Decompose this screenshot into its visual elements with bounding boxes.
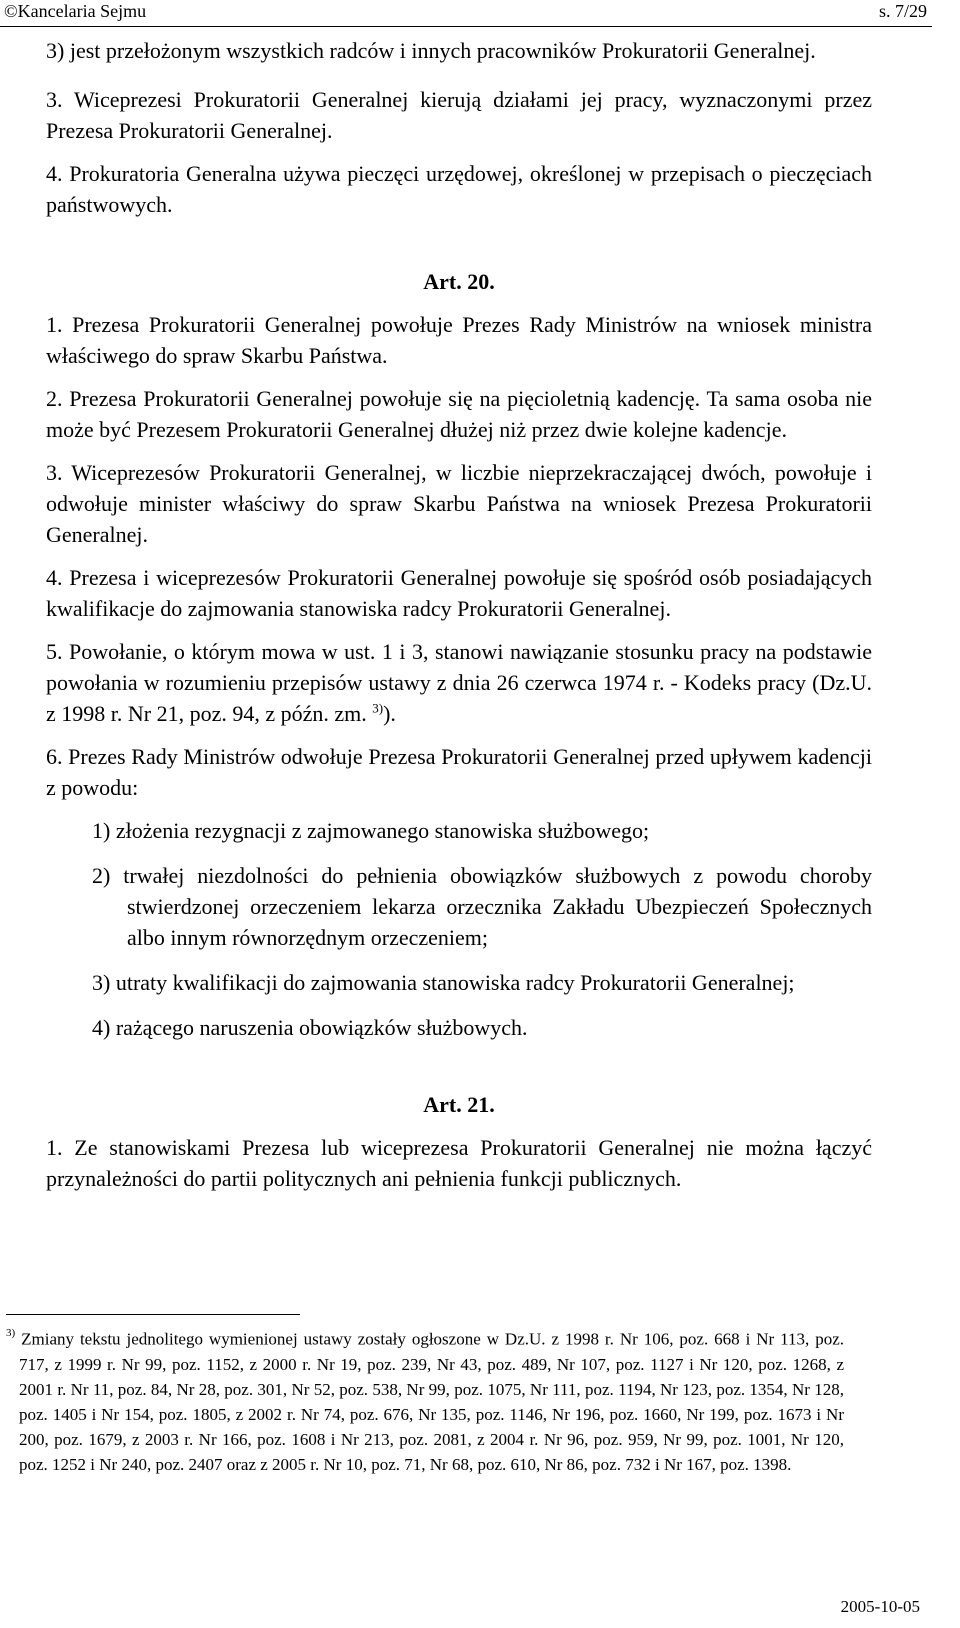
art20-par-4: 4. Prezesa i wiceprezesów Prokuratorii Generalnej powołuje się spośród osób posiadających kwalifikacje do zajmowania stanowiska radcy Prokuratorii Generalnej. xyxy=(46,565,872,621)
art20-par-6-point-4: 4) rażącego naruszenia obowiązków służbowych. xyxy=(92,1015,528,1040)
art20-par-6-point-1: 1) złożenia rezygnacji z zajmowanego stanowiska służbowego; xyxy=(92,818,650,843)
art20-par-6-point-3: 3) utraty kwalifikacji do zajmowania stanowiska radcy Prokuratorii Generalnej; xyxy=(92,970,795,995)
footnote-divider xyxy=(6,1314,300,1315)
page-header xyxy=(0,0,960,30)
art20-par-5 xyxy=(46,636,872,729)
art19-3-point-3: 3) jest przełożonym wszystkich radców i innych pracowników Prokuratorii Generalnej. xyxy=(46,38,816,63)
art21-par-1: 1. Ze stanowiskami Prezesa lub wiceprezesa Prokuratorii Generalnej nie można łączyć przynależności do partii politycznych ani pełnienia funkcji publicznych. xyxy=(46,1135,872,1191)
document-body xyxy=(46,35,872,1194)
header-divider xyxy=(0,26,932,27)
art20-par-6: 6. Prezes Rady Ministrów odwołuje Prezesa Prokuratorii Generalnej przed upływem kadencji z powodu: xyxy=(46,744,872,800)
header-page-number: s. 7/29 xyxy=(878,1,927,21)
footnote-text: Zmiany tekstu jednolitego wymienionej ustawy zostały ogłoszone w Dz.U. z 1998 r. Nr 106, poz. 668 i Nr 113, poz. 717, z 1999 r. Nr 99, poz. 1152, z 2000 r. Nr 19, poz. 239, Nr 43, poz. 489, Nr 107, poz. 1127 i Nr 120, poz. 1268, z 2001 r. Nr 11, poz. 84, Nr 28, poz. 301, Nr 52, poz. 538, Nr 99, poz. 1075, Nr 111, poz. 1194, Nr 123, poz. 1354, Nr 128, poz. 1405 i Nr 154, poz. 1805, z 2002 r. Nr 74, poz. 676, Nr 135, poz. 1146, Nr 196, poz. 1660, Nr 199, poz. 1673 i Nr 200, poz. 1679, z 2003 r. Nr 166, poz. 1608 i Nr 213, poz. 2081, z 2004 r. Nr 96, poz. 959, Nr 99, poz. 1001, Nr 120, poz. 1252 i Nr 240, poz. 2407 oraz z 2005 r. Nr 10, poz. 71, Nr 68, poz. 610, Nr 86, poz. 732 i Nr 167, poz. 1398. xyxy=(19,1329,844,1474)
art19-par-4: 4. Prokuratoria Generalna używa pieczęci urzędowej, określonej w przepisach o pieczęciach państwowych. xyxy=(46,161,872,217)
art20-par-5-end: ). xyxy=(383,701,396,726)
header-source: ©Kancelaria Sejmu xyxy=(4,1,147,21)
art19-par-3: 3. Wiceprezesi Prokuratorii Generalnej kierują działami jej pracy, wyznaczonymi przez Prezesa Prokuratorii Generalnej. xyxy=(46,87,872,143)
footnote-reference[interactable]: 3) xyxy=(372,700,384,716)
art20-par-5-text: 5. Powołanie, o którym mowa w ust. 1 i 3, stanowi nawiązanie stosunku pracy na podstawie powołania w rozumieniu przepisów ustawy z dnia 26 czerwca 1974 r. - Kodeks pracy (Dz.U. z 1998 r. Nr 21, poz. 94, z późn. zm. xyxy=(46,639,872,726)
footnote-mark: 3) xyxy=(6,1327,16,1339)
footer-date: 2005-10-05 xyxy=(840,1597,920,1616)
art20-par-3: 3. Wiceprezesów Prokuratorii Generalnej, w liczbie nieprzekraczającej dwóch, powołuje i odwołuje minister właściwy do spraw Skarbu Państwa na wniosek Prezesa Prokuratorii Generalnej. xyxy=(46,460,872,547)
footnote-body xyxy=(6,1323,844,1477)
art20-title: Art. 20. xyxy=(423,269,495,294)
art20-par-6-point-2: 2) trwałej niezdolności do pełnienia obowiązków służbowych z powodu choroby stwierdzonej orzeczeniem lekarza orzecznika Zakładu Ubezpieczeń Społecznych albo innym równorzędnym orzeczeniem; xyxy=(92,863,872,950)
art20-par-6-list xyxy=(92,815,872,1043)
art20-par-2: 2. Prezesa Prokuratorii Generalnej powołuje się na pięcioletnią kadencję. Ta sama osoba nie może być Prezesem Prokuratorii Generalnej dłużej niż przez dwie kolejne kadencje. xyxy=(46,386,872,442)
footnote xyxy=(6,1323,844,1477)
art21-title: Art. 21. xyxy=(423,1092,495,1117)
art20-par-1: 1. Prezesa Prokuratorii Generalnej powołuje Prezes Rady Ministrów na wniosek ministra właściwego do spraw Skarbu Państwa. xyxy=(46,312,872,368)
